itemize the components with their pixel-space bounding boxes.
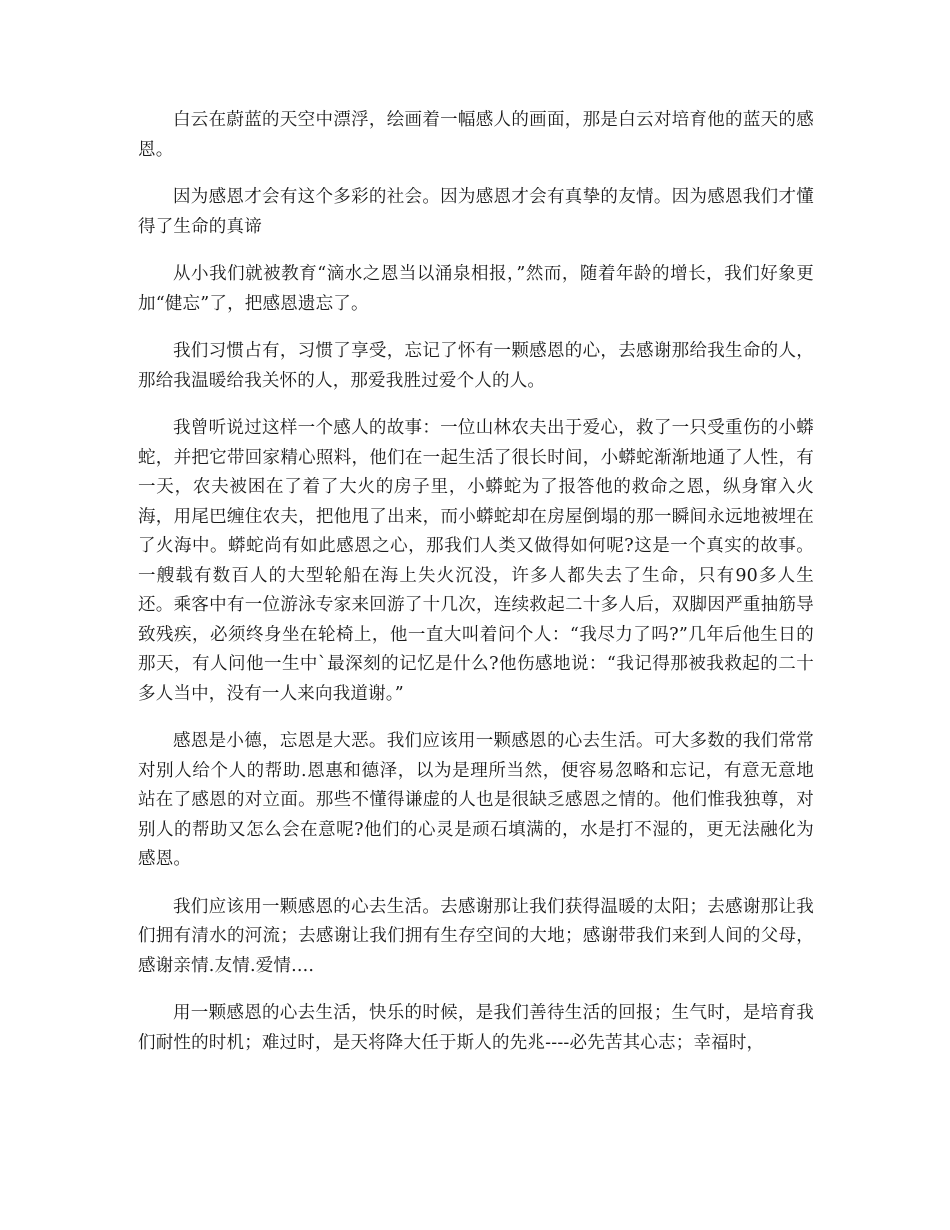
document-body [138, 106, 814, 1076]
paragraph-1: 白云在蔚蓝的天空中漂浮，绘画着一幅感人的画面，那是白云对培育他的蓝天的感恩。 [138, 110, 814, 160]
paragraph-4: 我们习惯占有，习惯了享受，忘记了怀有一颗感恩的心，去感谢那给我生命的人，那给我温暖给我关怀的人，那爱我胜过爱个人的人。 [138, 341, 814, 391]
paragraph-5: 我曾听说过这样一个感人的故事：一位山林农夫出于爱心，救了一只受重伤的小蟒蛇，并把它带回家精心照料，他们在一起生活了很长时间，小蟒蛇渐渐地通了人性，有一天，农夫被困在了着了大火的房子里，小蟒蛇为了报答他的救命之恩，纵身窜入火海，用尾巴缠住农夫，把他甩了出来，而小蟒蛇却在房屋倒塌的那一瞬间永远地被埋在了火海中。蟒蛇尚有如此感恩之心，那我们人类又做得如何呢?这是一个真实的故事。一艘载有数百人的大型轮船在海上失火沉没，许多人都失去了生命，只有90多人生还。乘客中有一位游泳专家来回游了十几次，连续救起二十多人后，双脚因严重抽筋导致残疾，必须终身坐在轮椅上，他一直大叫着问个人：“我尽力了吗?”几年后他生日的那天，有人问他一生中`最深刻的记忆是什么?他伤感地说：“我记得那被我救起的二十多人当中，没有一人来向我道谢。” [138, 418, 814, 704]
paragraph-6: 感恩是小德，忘恩是大恶。我们应该用一颗感恩的心去生活。可大多数的我们常常对别人给个人的帮助.恩惠和德泽，以为是理所当然，便容易忽略和忘记，有意无意地站在了感恩的对立面。那些不懂得谦虚的人也是很缺乏感恩之情的。他们惟我独尊，对别人的帮助又怎么会在意呢?他们的心灵是顽石填满的，水是打不湿的，更无法融化为感恩。 [138, 731, 814, 869]
paragraph-7: 我们应该用一颗感恩的心去生活。去感谢那让我们获得温暖的太阳；去感谢那让我们拥有清水的河流；去感谢让我们拥有生存空间的大地；感谢带我们来到人间的父母，感谢亲情.友情.爱情.... [138, 896, 814, 976]
paragraph-8: 用一颗感恩的心去生活，快乐的时候，是我们善待生活的回报；生气时，是培育我们耐性的时机；难过时，是天将降大任于斯人的先兆----必先苦其心志；幸福时， [138, 1003, 814, 1053]
paragraph-3: 从小我们就被教育“滴水之恩当以涌泉相报，”然而，随着年龄的增长，我们好象更加“健忘”了，把感恩遗忘了。 [138, 264, 814, 314]
paragraph-2: 因为感恩才会有这个多彩的社会。因为感恩才会有真挚的友情。因为感恩我们才懂得了生命的真谛 [138, 187, 814, 237]
